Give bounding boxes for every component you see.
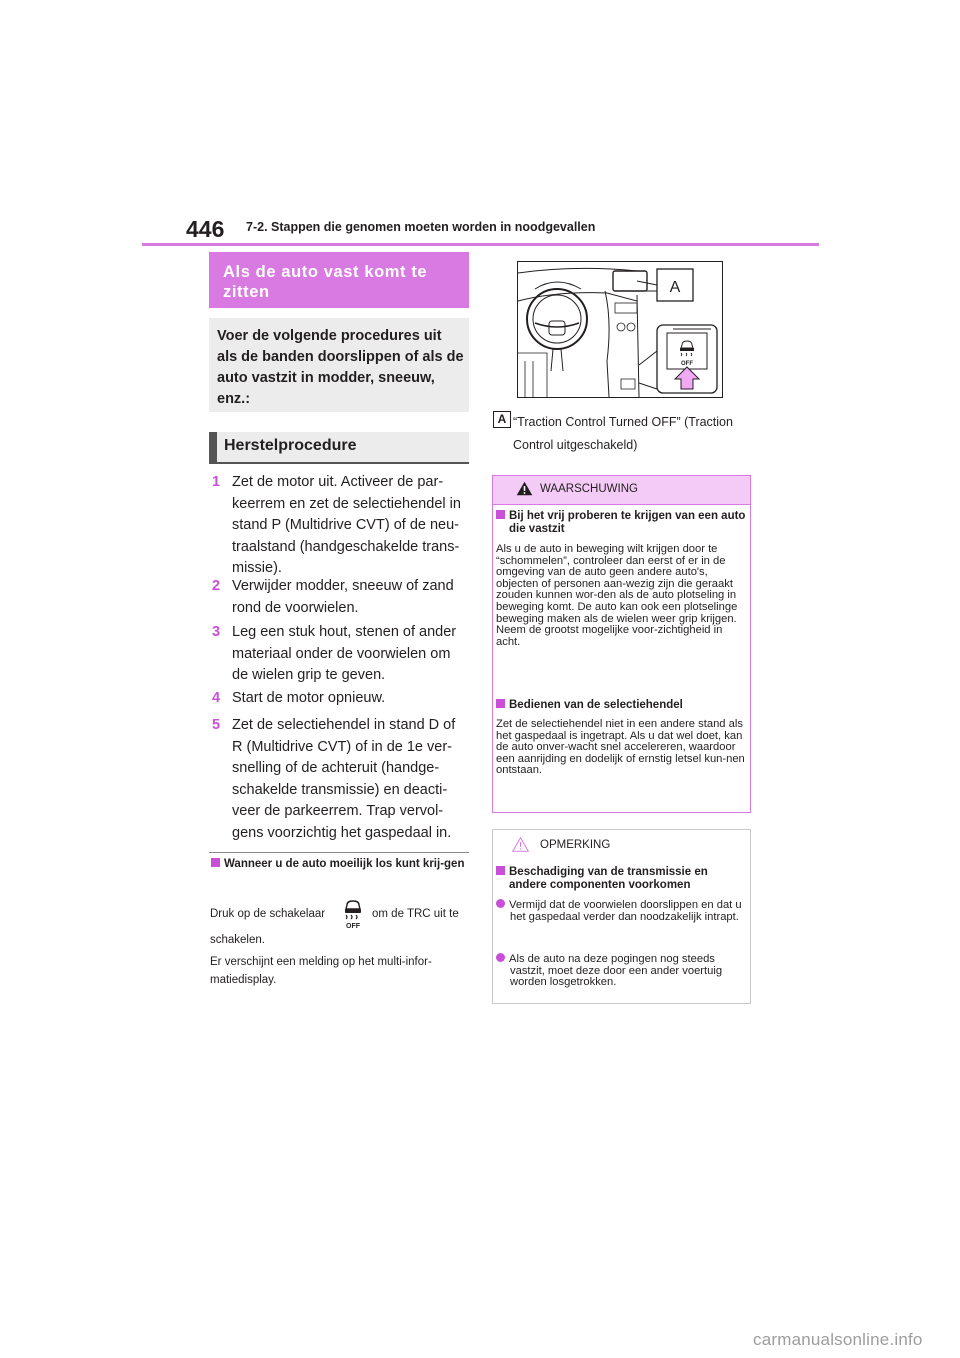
step-number: 4 xyxy=(212,690,221,706)
warning-box xyxy=(492,475,751,813)
step-number: 3 xyxy=(212,624,221,640)
step-item xyxy=(212,715,466,844)
section-header-title: Als de auto vast komt te zitten xyxy=(223,263,428,301)
warning-heading-text: Bedienen van de selectiehendel xyxy=(509,699,683,711)
square-bullet-icon xyxy=(211,858,220,867)
section-title: 7-2. Stappen die genomen moeten worden in noodgevallen xyxy=(246,220,596,234)
caution-title: OPMERKING xyxy=(540,839,611,851)
caution-heading xyxy=(496,866,746,892)
subheading-title: Herstelprocedure xyxy=(224,437,357,454)
caution-triangle-icon xyxy=(512,837,529,852)
step-text: Zet de selectiehendel in stand D of R (Multidrive CVT) of in de 1e ver-snelling of de achteruit (handge-schakelde transmissie) en deacti-veer de parkeerrem. Trap vervol-gens voorzichtig het gaspedaal in. xyxy=(232,717,456,841)
step-item xyxy=(212,576,466,619)
note-text-before-icon: Druk op de schakelaar xyxy=(210,908,326,920)
svg-text:OFF: OFF xyxy=(681,361,693,367)
intro-text: Voer de volgende procedures uit als de banden doorslippen of als de auto vastzit in modder, sneeuw, enz.: xyxy=(217,328,464,407)
page-number: 446 xyxy=(186,216,225,242)
subheading-accent-bar xyxy=(209,432,217,462)
header-divider xyxy=(142,243,819,246)
warning-title: WAARSCHUWING xyxy=(540,483,638,495)
watermark: carmanualsonline.info xyxy=(753,1330,923,1349)
svg-text:A: A xyxy=(669,279,681,296)
step-text: Verwijder modder, sneeuw of zand rond de voorwielen. xyxy=(232,578,454,616)
dashboard-illustration xyxy=(517,261,723,398)
warning-heading-text: Bij het vrij proberen te krijgen van een auto die vastzit xyxy=(509,510,746,535)
step-text: Start de motor opnieuw. xyxy=(232,690,386,706)
note-text-after-icon: om de TRC uit te xyxy=(372,908,459,920)
step-text: Leg een stuk hout, stenen of ander materiaal onder de voorwielen om de wielen grip te geven. xyxy=(232,624,457,683)
note-text-line3: Er verschijnt een melding op het multi-infor-matiedisplay. xyxy=(210,956,432,986)
warning-section-text: Als u de auto in beweging wilt krijgen door te “schommelen”, controleer dan eerst of er in de omgeving van de auto geen andere auto's, objecten of personen aan-wezig zijn die geraakt zouden kunnen wor-den als de auto plotseling in beweging komt. De auto kan ook een plotselinge beweging maken als de wielen weer grip krijgen. Neem de grootst mogelijke voor-zichtigheid in acht. xyxy=(496,543,738,648)
step-text: Zet de motor uit. Activeer de par-keerrem en zet de selectiehendel in stand P (Multidrive CVT) of de neu-traalstand (handgeschakelde trans-missie). xyxy=(232,474,461,576)
round-bullet-icon xyxy=(496,953,505,962)
caution-box xyxy=(492,829,751,1004)
round-bullet-icon xyxy=(496,899,505,908)
svg-text:OFF: OFF xyxy=(346,923,360,929)
warning-section-heading xyxy=(496,699,746,712)
step-item xyxy=(212,688,466,710)
warning-triangle-icon xyxy=(516,481,533,496)
step-item xyxy=(212,622,466,687)
note-divider xyxy=(209,852,469,853)
note-text-line2: schakelen. xyxy=(210,934,265,946)
square-bullet-icon xyxy=(496,699,505,708)
warning-section-text: Zet de selectiehendel niet in een andere stand als het gaspedaal is ingetrapt. Als u dat wel doet, kan de auto onver-wacht snel accelereren, waardoor een aanrijding en dodelijk of ernstig letsel kun-nen ontstaan. xyxy=(496,718,745,777)
step-number: 5 xyxy=(212,717,221,733)
warning-section-heading xyxy=(496,510,746,536)
caution-bullet xyxy=(496,953,746,989)
caution-bullet-text: Als de auto na deze pogingen nog steeds vastzit, moet deze door een ander voertuig worden losgetrokken. xyxy=(509,953,723,989)
square-bullet-icon xyxy=(496,510,505,519)
step-number: 1 xyxy=(212,474,221,490)
label-a-description: “Traction Control Turned OFF” (Traction Control uitgeschakeld) xyxy=(513,415,733,452)
step-item xyxy=(212,472,466,580)
note-heading xyxy=(211,858,469,871)
subheading-underline xyxy=(209,462,469,464)
caution-bullet xyxy=(496,899,746,923)
square-bullet-icon xyxy=(496,866,505,875)
caution-bullet-text: Vermijd dat de voorwielen doorslippen en dat u het gaspedaal verder dan noodzakelijk intrapt. xyxy=(509,899,742,923)
warning-header xyxy=(493,476,750,505)
step-number: 2 xyxy=(212,578,221,594)
caution-heading-text: Beschadiging van de transmissie en andere componenten voorkomen xyxy=(509,866,708,891)
label-a-marker: A xyxy=(493,411,511,428)
trc-off-icon xyxy=(342,899,364,929)
note-heading-text: Wanneer u de auto moeilijk los kunt krij-gen xyxy=(224,858,465,870)
